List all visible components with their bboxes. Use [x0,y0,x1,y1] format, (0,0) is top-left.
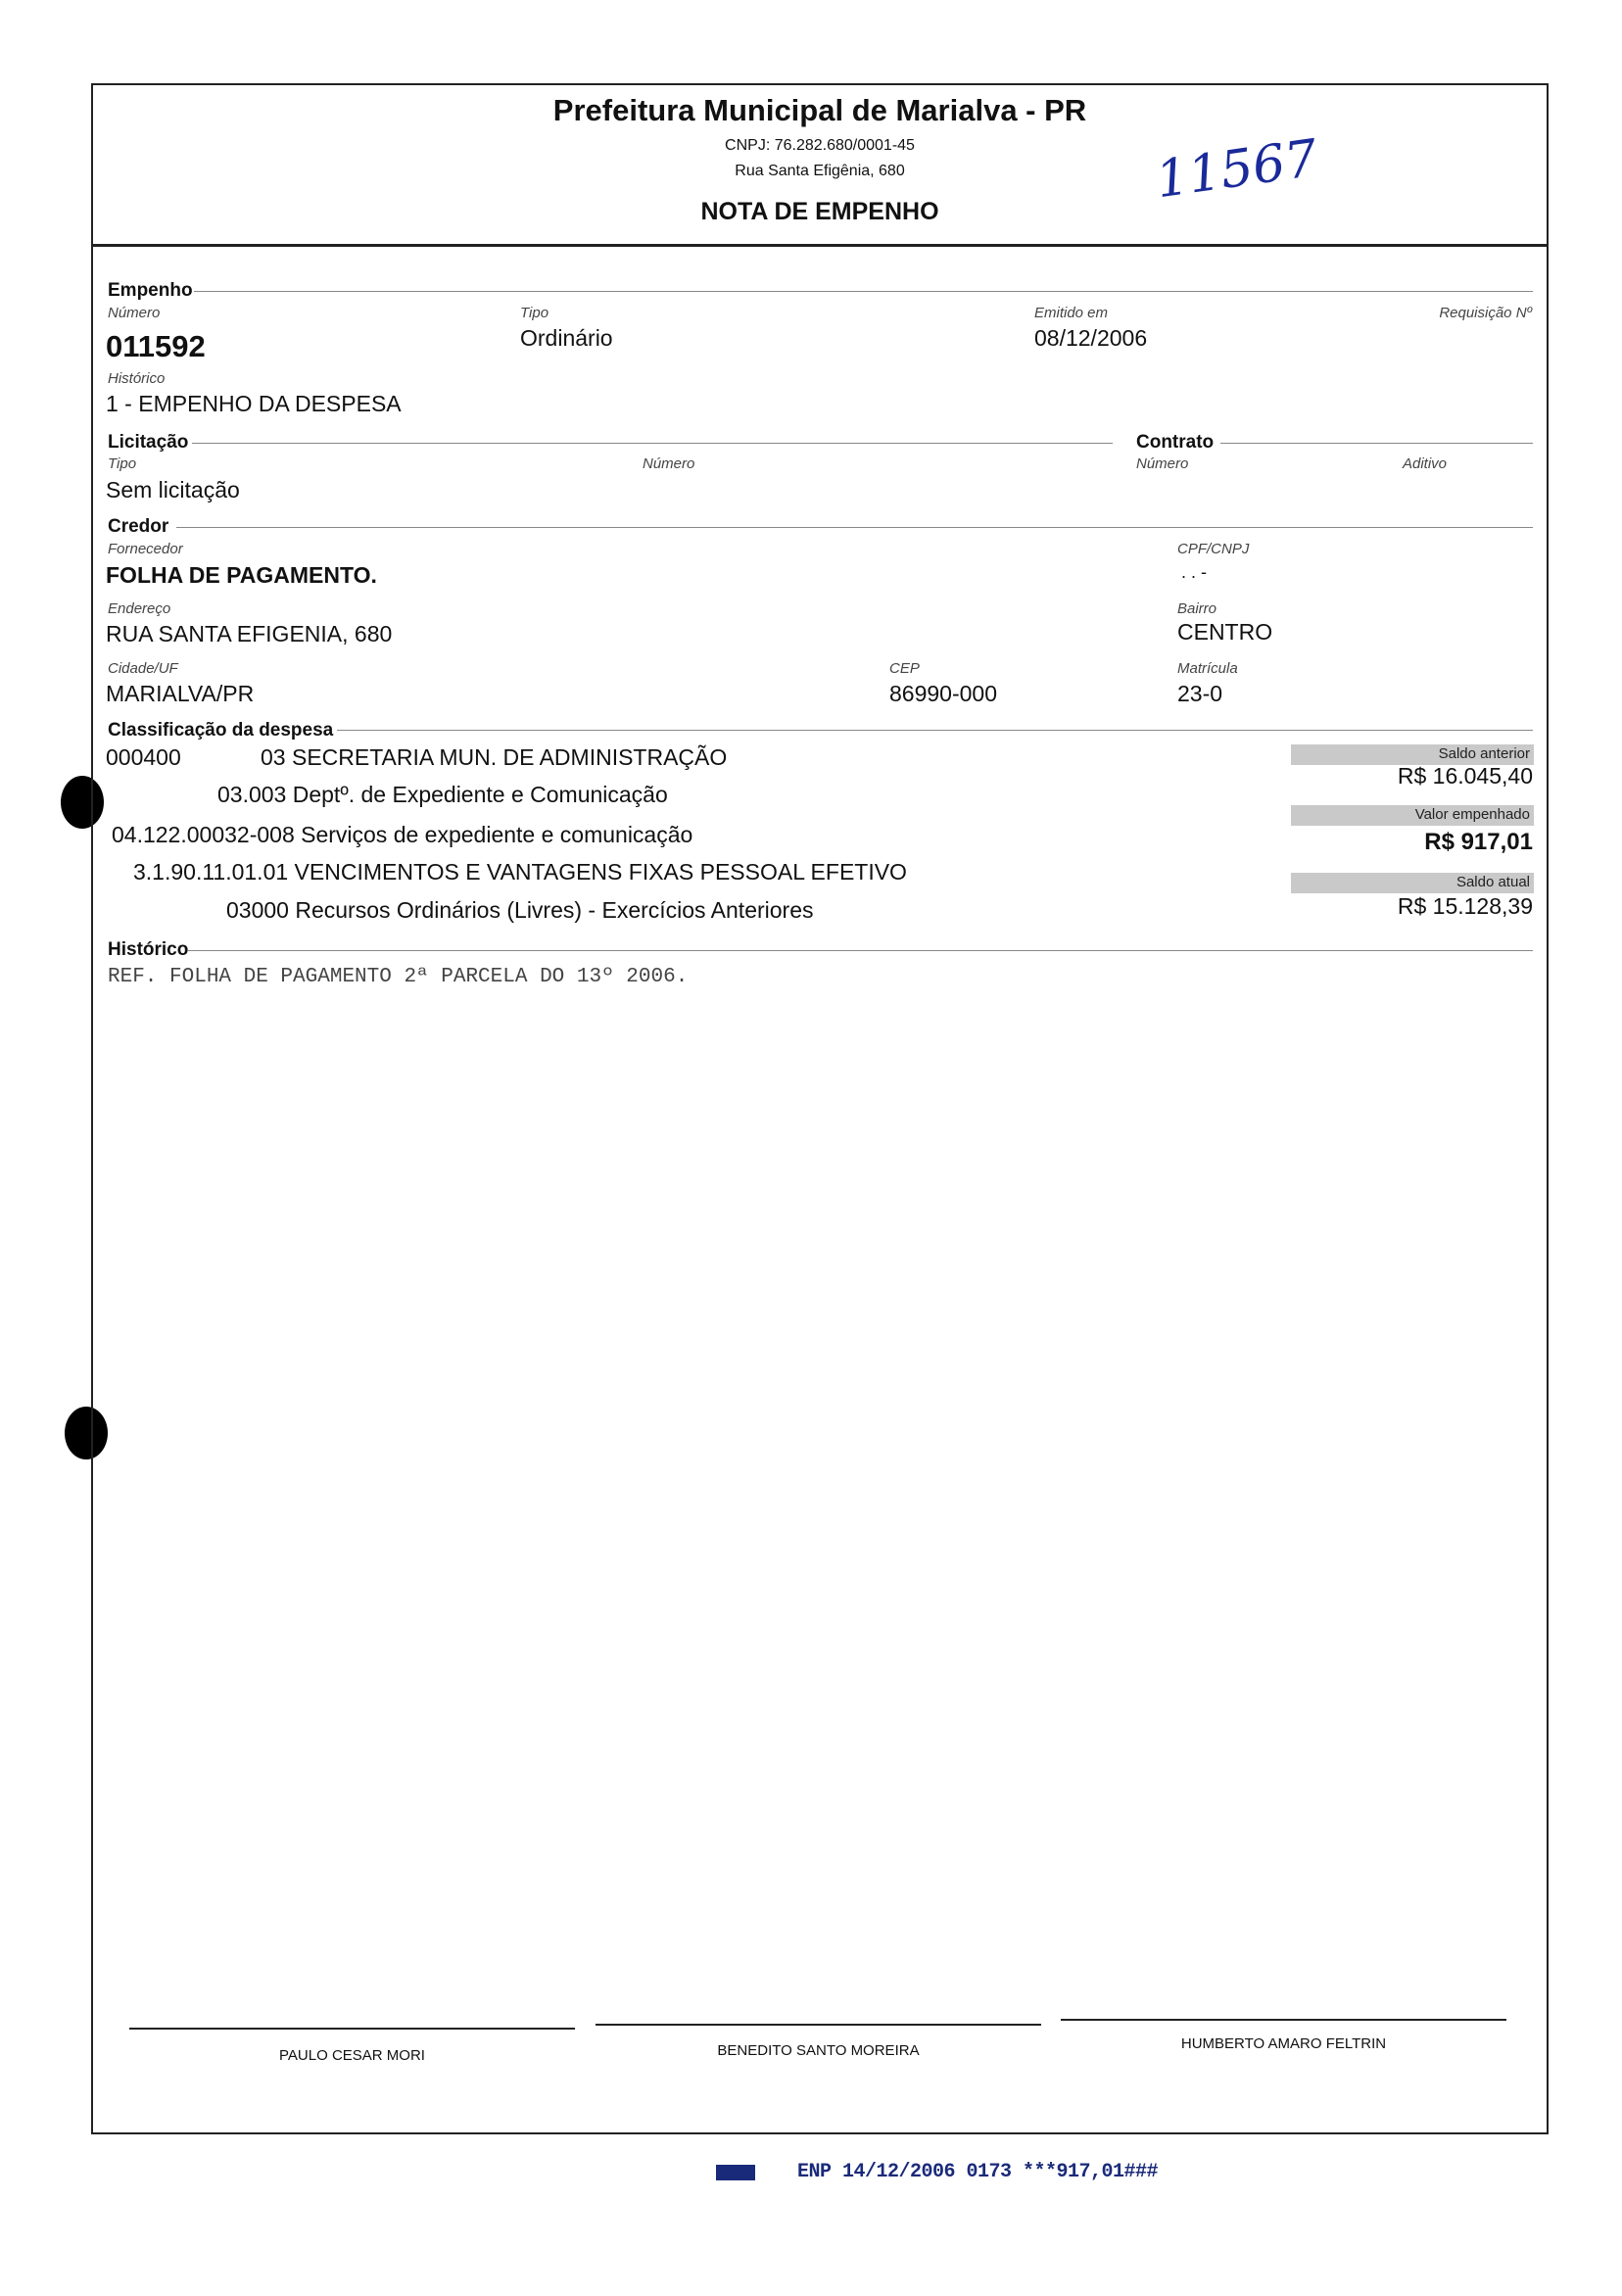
label-tipo: Tipo [520,305,549,321]
classificacao-line5: 03000 Recursos Ordinários (Livres) - Exercícios Anteriores [226,897,814,923]
historico-text: REF. FOLHA DE PAGAMENTO 2ª PARCELA DO 13º 2006. [108,966,689,988]
bairro: CENTRO [1177,619,1273,645]
matricula: 23-0 [1177,681,1223,706]
signature-line-1 [129,2028,575,2030]
address: Rua Santa Efigênia, 680 [735,163,905,179]
cpf-value: . . - [1181,562,1207,582]
main-box [91,245,1549,2134]
section-classificacao: Classificação da despesa [108,720,334,741]
saldo-atual-value: R$ 15.128,39 [1397,893,1533,919]
divider [176,527,1533,528]
saldo-anterior-value: R$ 16.045,40 [1397,763,1533,789]
label-cep: CEP [889,660,920,677]
valor-empenhado-label: Valor empenhado [1414,806,1530,823]
signature-name-1: PAULO CESAR MORI [279,2047,425,2064]
footer-stamp: ENP 14/12/2006 0173 ***917,01### [797,2161,1159,2183]
valor-empenhado-bar [1291,805,1534,826]
classificacao-line1: 03 SECRETARIA MUN. DE ADMINISTRAÇÃO [261,744,728,770]
empenho-tipo: Ordinário [520,325,613,351]
document-title: NOTA DE EMPENHO [700,198,939,225]
label-fornecedor: Fornecedor [108,541,183,557]
stamp-logo [716,2165,755,2180]
label-lic-numero: Número [643,455,695,472]
section-empenho: Empenho [108,280,193,301]
label-bairro: Bairro [1177,600,1217,617]
divider [192,443,1113,444]
page-title: Prefeitura Municipal de Marialva - PR [552,93,1087,127]
label-numero: Número [108,305,161,321]
divider [188,950,1533,951]
label-cidade: Cidade/UF [108,660,178,677]
signature-line-2 [596,2024,1041,2026]
saldo-anterior-bar [1291,744,1534,765]
label-endereco: Endereço [108,600,171,617]
classificacao-line2: 03.003 Deptº. de Expediente e Comunicação [217,782,668,807]
empenho-number: 011592 [106,329,206,363]
label-matricula: Matrícula [1177,660,1238,677]
fornecedor: FOLHA DE PAGAMENTO. [106,562,377,588]
cidade: MARIALVA/PR [106,681,255,706]
saldo-atual-label: Saldo atual [1455,874,1530,890]
divider [337,730,1533,731]
label-requisicao: Requisição Nº [1439,305,1532,321]
section-contrato: Contrato [1136,432,1215,453]
endereco: RUA SANTA EFIGENIA, 680 [106,621,393,646]
signature-line-3 [1061,2019,1506,2021]
classificacao-code: 000400 [106,744,181,770]
emitido-date: 08/12/2006 [1034,325,1148,351]
saldo-anterior-label: Saldo anterior [1438,745,1530,762]
historico-empenho: 1 - EMPENHO DA DESPESA [106,391,402,416]
label-lic-tipo: Tipo [108,455,137,472]
section-credor: Credor [108,516,169,537]
licitacao-tipo: Sem licitação [106,477,240,502]
handwritten-number: 11567 [1152,128,1321,211]
classificacao-line3: 04.122.00032-008 Serviços de expediente e comunicação [112,822,693,847]
section-historico: Histórico [108,939,189,960]
label-cpf: CPF/CNPJ [1177,541,1250,557]
valor-empenhado-value: R$ 917,01 [1424,829,1533,855]
saldo-atual-bar [1291,873,1534,893]
label-emitido: Emitido em [1034,305,1109,321]
signature-name-3: HUMBERTO AMARO FELTRIN [1180,2035,1387,2052]
section-licitacao: Licitação [108,432,189,453]
label-historico-empenho: Histórico [108,370,166,387]
divider [1220,443,1533,444]
label-contrato-numero: Número [1136,455,1189,472]
cep: 86990-000 [889,681,997,706]
signature-name-2: BENEDITO SANTO MOREIRA [717,2042,920,2059]
divider [194,291,1533,292]
cnpj: CNPJ: 76.282.680/0001-45 [725,137,915,154]
label-aditivo: Aditivo [1403,455,1448,472]
classificacao-line4: 3.1.90.11.01.01 VENCIMENTOS E VANTAGENS FIXAS PESSOAL EFETIVO [133,859,907,885]
